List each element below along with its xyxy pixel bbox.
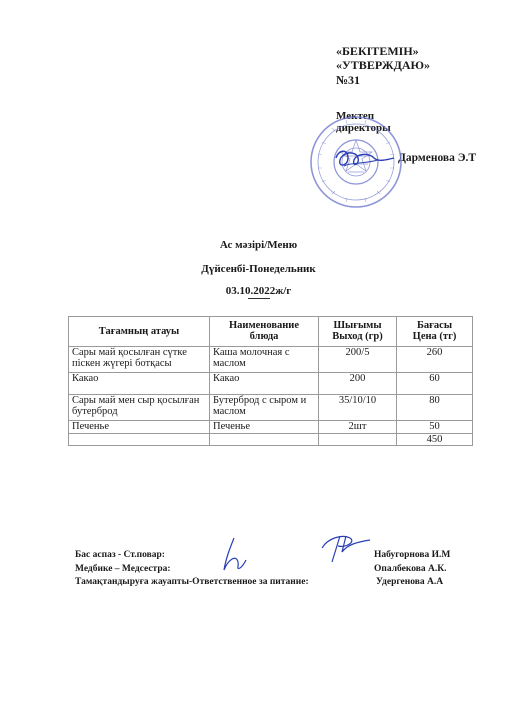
menu-title: Ас мәзірі/Меню — [219, 239, 298, 251]
header-kz-name: Тағамның атауы — [69, 317, 210, 347]
header-ru-name: Наименование блюда — [210, 317, 319, 347]
signature-name-responsible: Удергенова А.А — [376, 577, 444, 587]
table-row — [69, 347, 473, 373]
cell-ru: Какао — [210, 373, 319, 395]
total-price: 450 — [397, 434, 473, 446]
cell-output: 200 — [319, 373, 397, 395]
table-row — [69, 373, 473, 395]
director-name: Дарменова Э.Т — [398, 152, 477, 164]
signature-name-nurse: Опалбекова А.К. — [374, 564, 447, 574]
menu-date: 03.10.2022ж/г — [225, 285, 292, 297]
cell-kz: Сары май қосылған сүтке піскен жүгері ботқасы — [69, 347, 210, 373]
table-total-row — [69, 434, 473, 446]
approve-ru: «УТВЕРЖДАЮ» — [336, 58, 431, 72]
signature-role-responsible: Тамақтандыруға жауапты-Ответственное за питание: — [75, 577, 309, 587]
header-price: Бағасы Цена (тг) — [397, 317, 473, 347]
cell-price: 50 — [397, 421, 473, 434]
cell-output: 35/10/10 — [319, 395, 397, 421]
signature-name-cook: Набугорнова И.М — [374, 550, 451, 560]
cell-ru: Бутерброд с сыром и маслом — [210, 395, 319, 421]
cell-kz — [69, 434, 210, 446]
cell-price: 80 — [397, 395, 473, 421]
menu-table — [68, 316, 473, 446]
handwritten-signature-icon — [218, 536, 248, 576]
cell-ru: Каша молочная с маслом — [210, 347, 319, 373]
cell-output — [319, 434, 397, 446]
handwritten-signature-icon — [318, 530, 374, 564]
school-label: Мектеп — [336, 110, 375, 122]
header-output: Шығымы Выход (гр) — [319, 317, 397, 347]
cell-output: 200/5 — [319, 347, 397, 373]
table-row — [69, 395, 473, 421]
date-underline — [248, 298, 270, 299]
signature-role-nurse: Медбике – Медсестра: — [75, 564, 171, 574]
table-row — [69, 421, 473, 434]
approve-kz: «БЕКІТЕМІН» — [336, 44, 419, 58]
day-title: Дүйсенбі-Понедельник — [201, 263, 316, 275]
cell-kz: Сары май мен сыр қосылған бутерброд — [69, 395, 210, 421]
cell-price: 260 — [397, 347, 473, 373]
school-stamp-icon — [308, 112, 404, 212]
cell-ru: Печенье — [210, 421, 319, 434]
cell-output: 2шт — [319, 421, 397, 434]
cell-kz: Печенье — [69, 421, 210, 434]
signature-role-cook: Бас аспаз - Ст.повар: — [75, 550, 165, 560]
cell-ru — [210, 434, 319, 446]
director-label: директоры — [336, 122, 391, 134]
table-header-row — [69, 317, 473, 347]
order-number: №31 — [336, 73, 361, 87]
cell-price: 60 — [397, 373, 473, 395]
cell-kz: Какао — [69, 373, 210, 395]
